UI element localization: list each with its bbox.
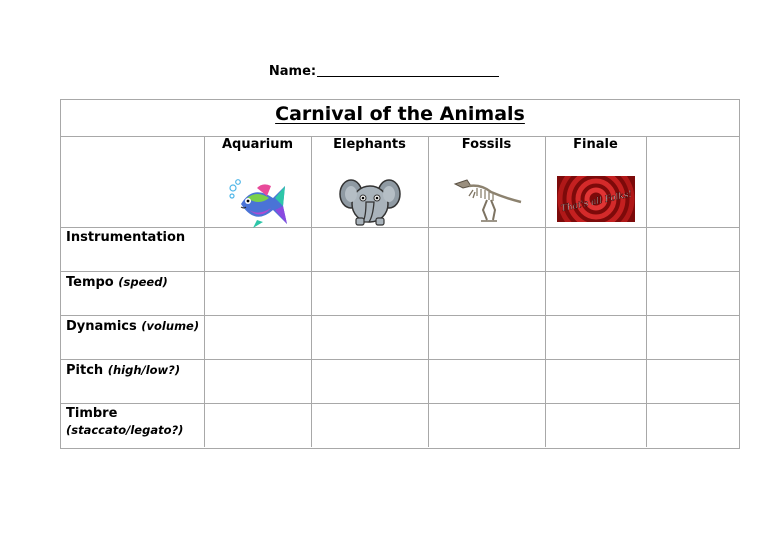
answer-cell[interactable] <box>204 316 311 360</box>
answer-cell[interactable] <box>311 272 428 316</box>
column-label: Aquarium <box>221 137 294 152</box>
answer-cell[interactable] <box>428 228 545 272</box>
worksheet-grid <box>61 136 739 447</box>
row-label: Timbre <box>66 406 118 421</box>
answer-cell[interactable] <box>428 316 545 360</box>
answer-cell[interactable] <box>204 360 311 404</box>
answer-cell[interactable] <box>311 228 428 272</box>
elephant-icon <box>312 176 428 230</box>
corner-cell <box>61 136 204 228</box>
table-row <box>61 404 739 448</box>
row-label: Instrumentation <box>66 230 186 245</box>
column-extra <box>646 136 739 228</box>
row-header-instrumentation <box>61 228 204 272</box>
row-header-pitch <box>61 360 204 404</box>
row-header-tempo <box>61 272 204 316</box>
answer-cell[interactable] <box>545 228 646 272</box>
answer-cell[interactable] <box>428 404 545 448</box>
table-row <box>61 272 739 316</box>
column-aquarium <box>204 136 311 228</box>
answer-cell[interactable] <box>646 360 739 404</box>
finale-image-text: That's all Folks! <box>559 189 633 215</box>
row-label: Dynamics <box>66 319 137 334</box>
table-row <box>61 360 739 404</box>
fish-icon <box>205 176 311 234</box>
answer-cell[interactable] <box>545 316 646 360</box>
thats-all-folks-icon <box>546 176 646 226</box>
answer-cell[interactable] <box>646 272 739 316</box>
table-row <box>61 228 739 272</box>
column-label: Fossils <box>461 137 512 152</box>
row-label: Tempo <box>66 275 114 290</box>
row-hint: (volume) <box>141 319 200 333</box>
column-label: Finale <box>573 137 618 152</box>
answer-cell[interactable] <box>311 360 428 404</box>
name-blank-line[interactable] <box>317 64 499 77</box>
header-row <box>61 136 739 228</box>
answer-cell[interactable] <box>311 316 428 360</box>
column-elephants <box>311 136 428 228</box>
answer-cell[interactable] <box>204 228 311 272</box>
column-fossils <box>428 136 545 228</box>
row-label: Pitch <box>66 363 104 378</box>
title-row <box>61 100 739 137</box>
answer-cell[interactable] <box>545 360 646 404</box>
table-row <box>61 316 739 360</box>
row-header-timbre <box>61 404 204 448</box>
row-hint: (high/low?) <box>107 363 181 377</box>
name-field <box>0 64 768 79</box>
worksheet-table <box>60 99 740 449</box>
answer-cell[interactable] <box>646 316 739 360</box>
answer-cell[interactable] <box>646 228 739 272</box>
answer-cell[interactable] <box>545 272 646 316</box>
answer-cell[interactable] <box>204 272 311 316</box>
answer-cell[interactable] <box>428 360 545 404</box>
column-finale <box>545 136 646 228</box>
dinosaur-skeleton-icon <box>429 176 545 226</box>
row-hint: (speed) <box>118 275 168 289</box>
row-header-dynamics <box>61 316 204 360</box>
row-hint: (staccato/legato?) <box>66 423 184 437</box>
answer-cell[interactable] <box>311 404 428 448</box>
answer-cell[interactable] <box>646 404 739 448</box>
column-label: Elephants <box>333 137 406 152</box>
answer-cell[interactable] <box>545 404 646 448</box>
worksheet-title: Carnival of the Animals <box>275 103 525 125</box>
name-label: Name: <box>268 64 317 79</box>
answer-cell[interactable] <box>428 272 545 316</box>
answer-cell[interactable] <box>204 404 311 448</box>
